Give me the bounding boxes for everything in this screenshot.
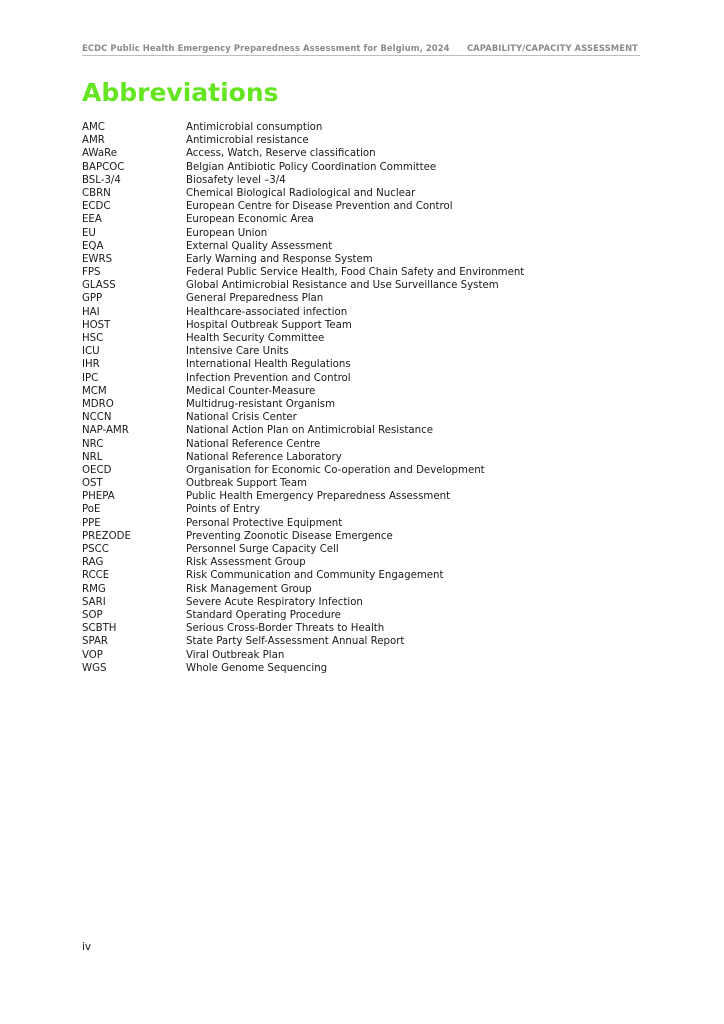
abbreviation-row <box>82 161 642 174</box>
abbreviation-row <box>82 662 642 675</box>
abbreviation-code: BSL-3/4 <box>82 174 121 186</box>
abbreviation-code: SARI <box>82 596 106 608</box>
page-number: iv <box>82 941 92 953</box>
abbreviation-definition: National Action Plan on Antimicrobial Resistance <box>186 425 433 437</box>
abbreviation-row <box>82 451 642 464</box>
abbreviation-definition: Outbreak Support Team <box>186 478 307 490</box>
abbreviation-definition: State Party Self-Assessment Annual Report <box>186 636 405 648</box>
abbreviation-row <box>82 424 642 437</box>
abbreviation-code: HSC <box>82 333 104 344</box>
abbreviation-definition: Personal Protective Equipment <box>186 517 343 529</box>
abbreviation-definition: International Health Regulations <box>186 359 351 371</box>
abbreviation-definition: Hospital Outbreak Support Team <box>186 319 352 331</box>
abbreviation-code: EU <box>82 227 96 239</box>
abbreviation-row <box>82 174 642 187</box>
abbreviation-definition: Access, Watch, Reserve classification <box>186 148 376 160</box>
abbreviation-code: GPP <box>82 293 103 305</box>
abbreviation-code: NRL <box>82 451 103 463</box>
abbreviation-code: WGS <box>82 662 107 674</box>
abbreviation-code: PoE <box>82 504 101 516</box>
abbreviation-code: AMC <box>82 122 105 133</box>
abbreviation-row <box>82 227 642 240</box>
abbreviation-definition: Points of Entry <box>186 504 261 516</box>
abbreviation-row <box>82 398 642 411</box>
abbreviations-list <box>82 121 642 675</box>
abbreviation-code: NRC <box>82 438 104 450</box>
abbreviation-row <box>82 134 642 147</box>
abbreviation-row <box>82 358 642 371</box>
header-section-title: CAPABILITY/CAPACITY ASSESSMENT <box>466 43 638 53</box>
abbreviation-definition: Healthcare-associated infection <box>186 306 348 318</box>
abbreviation-code: RCCE <box>82 570 110 582</box>
abbreviation-code: NAP-AMR <box>82 425 129 437</box>
abbreviation-code: PSCC <box>82 544 109 555</box>
abbreviation-code: SOP <box>82 609 103 621</box>
abbreviation-definition: Risk Assessment Group <box>186 557 306 569</box>
abbreviation-row <box>82 569 642 582</box>
abbreviation-definition: Risk Management Group <box>186 583 312 595</box>
abbreviation-code: NCCN <box>82 412 112 424</box>
abbreviation-code: OECD <box>82 464 112 476</box>
abbreviation-code: EEA <box>82 214 102 226</box>
abbreviation-definition: Antimicrobial consumption <box>186 122 323 133</box>
abbreviation-row <box>82 583 642 596</box>
abbreviation-code: FPS <box>82 267 101 279</box>
abbreviation-row <box>82 438 642 451</box>
abbreviation-definition: Global Antimicrobial Resistance and Use Surveillance System <box>186 280 499 292</box>
abbreviation-row <box>82 517 642 530</box>
abbreviation-row <box>82 596 642 609</box>
abbreviation-definition: Multidrug-resistant Organism <box>186 398 336 410</box>
abbreviation-row <box>82 503 642 516</box>
abbreviation-row <box>82 266 642 279</box>
abbreviation-definition: Federal Public Service Health, Food Chain Safety and Environment <box>186 267 525 279</box>
abbreviation-row <box>82 279 642 292</box>
abbreviation-row <box>82 200 642 213</box>
abbreviation-code: RMG <box>82 583 106 595</box>
abbreviation-row <box>82 490 642 503</box>
abbreviation-definition: European Union <box>186 227 268 239</box>
abbreviation-row <box>82 477 642 490</box>
abbreviation-row <box>82 635 642 648</box>
abbreviation-code: EWRS <box>82 253 113 265</box>
abbreviation-row <box>82 332 642 345</box>
abbreviation-code: MDRO <box>82 398 114 410</box>
abbreviation-row <box>82 609 642 622</box>
abbreviation-row <box>82 411 642 424</box>
abbreviation-code: IPC <box>82 372 99 384</box>
abbreviation-row <box>82 306 642 319</box>
abbreviation-definition: Risk Communication and Community Engagement <box>186 570 444 582</box>
abbreviation-definition: Health Security Committee <box>186 333 325 344</box>
abbreviation-definition: Severe Acute Respiratory Infection <box>186 596 363 608</box>
abbreviation-code: CBRN <box>82 187 111 199</box>
header-document-title: ECDC Public Health Emergency Preparedness Assessment for Belgium, 2024 <box>82 43 450 53</box>
abbreviation-code: HOST <box>82 319 111 331</box>
abbreviation-definition: Standard Operating Procedure <box>186 609 341 621</box>
abbreviation-definition: Serious Cross-Border Threats to Health <box>186 623 385 635</box>
abbreviation-code: BAPCOC <box>82 161 125 173</box>
abbreviation-row <box>82 543 642 556</box>
abbreviation-row <box>82 187 642 200</box>
abbreviation-definition: European Economic Area <box>186 214 314 226</box>
abbreviation-code: EQA <box>82 240 104 252</box>
abbreviation-code: PPE <box>82 517 101 529</box>
abbreviation-definition: Organisation for Economic Co-operation and Development <box>186 464 485 476</box>
abbreviation-code: ECDC <box>82 201 111 213</box>
abbreviation-code: MCM <box>82 385 107 397</box>
abbreviation-row <box>82 649 642 662</box>
abbreviation-definition: Early Warning and Response System <box>186 253 373 265</box>
abbreviation-row <box>82 121 642 134</box>
abbreviation-row <box>82 464 642 477</box>
abbreviation-definition: National Reference Centre <box>186 438 321 450</box>
running-header <box>82 43 640 56</box>
abbreviation-code: IHR <box>82 359 100 371</box>
abbreviation-definition: Chemical Biological Radiological and Nuclear <box>186 187 416 199</box>
abbreviation-definition: Intensive Care Units <box>186 346 289 358</box>
abbreviation-code: RAG <box>82 557 104 569</box>
abbreviation-definition: Preventing Zoonotic Disease Emergence <box>186 530 393 542</box>
abbreviation-definition: Antimicrobial resistance <box>186 135 309 147</box>
abbreviation-row <box>82 147 642 160</box>
abbreviation-definition: Medical Counter-Measure <box>186 385 316 397</box>
abbreviation-code: SCBTH <box>82 623 117 635</box>
abbreviation-row <box>82 292 642 305</box>
abbreviation-row <box>82 240 642 253</box>
abbreviation-definition: Viral Outbreak Plan <box>186 649 285 661</box>
abbreviation-code: PHEPA <box>82 491 115 503</box>
abbreviation-code: ICU <box>82 346 100 358</box>
abbreviation-definition: Biosafety level –3/4 <box>186 174 286 186</box>
abbreviation-code: PREZODE <box>82 530 131 542</box>
abbreviation-definition: Infection Prevention and Control <box>186 372 351 384</box>
abbreviation-definition: National Crisis Center <box>186 412 297 424</box>
abbreviation-definition: National Reference Laboratory <box>186 451 342 463</box>
abbreviation-row <box>82 213 642 226</box>
abbreviation-row <box>82 385 642 398</box>
abbreviation-definition: Whole Genome Sequencing <box>186 662 328 674</box>
abbreviation-code: AMR <box>82 135 105 147</box>
abbreviation-row <box>82 372 642 385</box>
abbreviation-definition: Public Health Emergency Preparedness Assessment <box>186 491 451 503</box>
abbreviation-definition: External Quality Assessment <box>186 240 333 252</box>
page-title: Abbreviations <box>82 78 279 107</box>
abbreviation-definition: Personnel Surge Capacity Cell <box>186 544 339 555</box>
abbreviation-code: HAI <box>82 306 100 318</box>
abbreviation-definition: General Preparedness Plan <box>186 293 324 305</box>
abbreviation-definition: European Centre for Disease Prevention and Control <box>186 201 453 213</box>
abbreviation-code: OST <box>82 478 103 490</box>
abbreviation-row <box>82 253 642 266</box>
abbreviation-code: GLASS <box>82 280 116 292</box>
abbreviation-row <box>82 319 642 332</box>
abbreviation-definition: Belgian Antibiotic Policy Coordination Committee <box>186 161 437 173</box>
abbreviation-code: SPAR <box>82 636 109 648</box>
abbreviation-row <box>82 622 642 635</box>
abbreviation-code: AWaRe <box>82 148 117 160</box>
abbreviation-row <box>82 345 642 358</box>
abbreviation-row <box>82 530 642 543</box>
abbreviation-code: VOP <box>82 649 103 661</box>
abbreviation-row <box>82 556 642 569</box>
